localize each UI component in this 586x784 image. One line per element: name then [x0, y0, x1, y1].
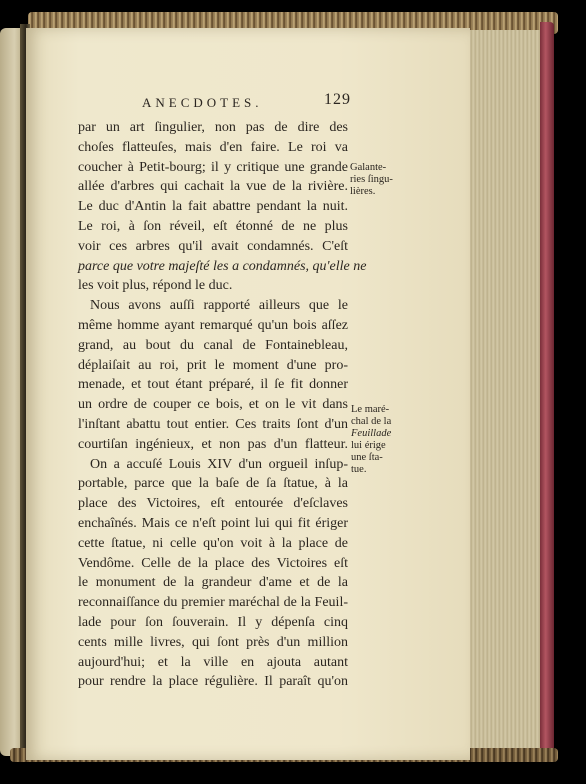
margin-note-line: chal de la: [351, 416, 392, 427]
text-line: Nous avons auſſi rapporté ailleurs que le: [90, 298, 348, 314]
margin-note-line: Feuillade: [351, 428, 392, 439]
text-line: menade, et tout étant préparé, il ſe fit donner: [78, 377, 348, 393]
text-line: place des Victoires, eſt entourée d'eſclaves: [78, 496, 348, 512]
page-fore-edge: [468, 30, 542, 758]
text-line: choſes flatteuſes, mais d'en faire. Le roi va: [78, 139, 348, 155]
text-line: grand, au bout du canal de Fontainebleau,: [78, 337, 348, 353]
text-line: cette ſtatue, ni celle qu'on voit à la place de: [78, 535, 348, 551]
text-line: par un art ſingulier, non pas de dire des: [78, 120, 348, 135]
margin-note-line: Le maré-: [351, 404, 390, 415]
text-line: Le duc d'Antin la fait abattre pendant la nuit.: [78, 199, 348, 215]
text-line: déplaiſait au roi, prit le moment d'une pro-: [78, 357, 348, 373]
margin-note-line: lui érige: [351, 440, 386, 451]
text-line: un ordre de couper ce bois, et on le vit dans: [78, 397, 348, 413]
text-line: parce que votre majeſté les a condamnés, qu'elle ne: [78, 258, 367, 274]
text-line: allée d'arbres qui cachait la vue de la rivière.: [78, 179, 348, 195]
margin-note-gallantries: [350, 162, 393, 198]
page-number: 129: [324, 91, 351, 108]
cover-edge: [540, 22, 554, 758]
margin-note-line: Galante-: [350, 162, 387, 173]
text-line: portable, parce que la baſe de ſa ſtatue, à la: [78, 476, 348, 492]
text-line: aujourd'hui; et la ville en ajouta autant: [78, 654, 348, 670]
margin-note-line: ries ſingu-: [350, 174, 393, 185]
text-line: Le roi, à ſon réveil, eſt étonné de ne plus: [78, 218, 348, 234]
text-line: Vendôme. Celle de la place des Victoires eſt: [78, 555, 348, 571]
text-line: l'inſtant abattu tout entier. Ces traits ſont d'un: [78, 416, 348, 432]
margin-note-line: une ſta-: [351, 452, 383, 463]
running-head: ANECDOTES.: [142, 95, 263, 110]
text-line: reconnaiſſance du premier maréchal de la Feuil-: [78, 595, 348, 611]
margin-note-line: tue.: [351, 464, 367, 475]
margin-note-line: lières.: [350, 186, 376, 197]
text-line: cents mille livres, qui ſont près d'un million: [78, 634, 348, 650]
margin-note-marechal: [351, 404, 391, 476]
text-line: même homme ayant remarqué qu'un bois aſſez: [78, 317, 348, 333]
text-line: coucher à Petit-bourg; il y critique une grande: [78, 159, 348, 175]
text-line: voir ces arbres qu'il avait condamnés. C'eſt: [78, 238, 348, 254]
text-line: lade pour ſon ſouverain. Il y dépenſa cinq: [78, 614, 348, 630]
text-line: enchaînés. Mais ce n'eſt point lui qui fit ériger: [78, 515, 348, 531]
text-line: pour rendre la place régulière. Il paraît qu'on: [78, 674, 348, 690]
text-line: courtiſan ingénieux, et non pas d'un flatteur.: [78, 436, 348, 452]
text-line: les voit plus, répond le duc.: [78, 278, 233, 294]
text-line: le monument de la grandeur d'ame et de la: [78, 575, 348, 591]
text-line: On a accuſé Louis XIV d'un orgueil inſup-: [90, 456, 348, 472]
